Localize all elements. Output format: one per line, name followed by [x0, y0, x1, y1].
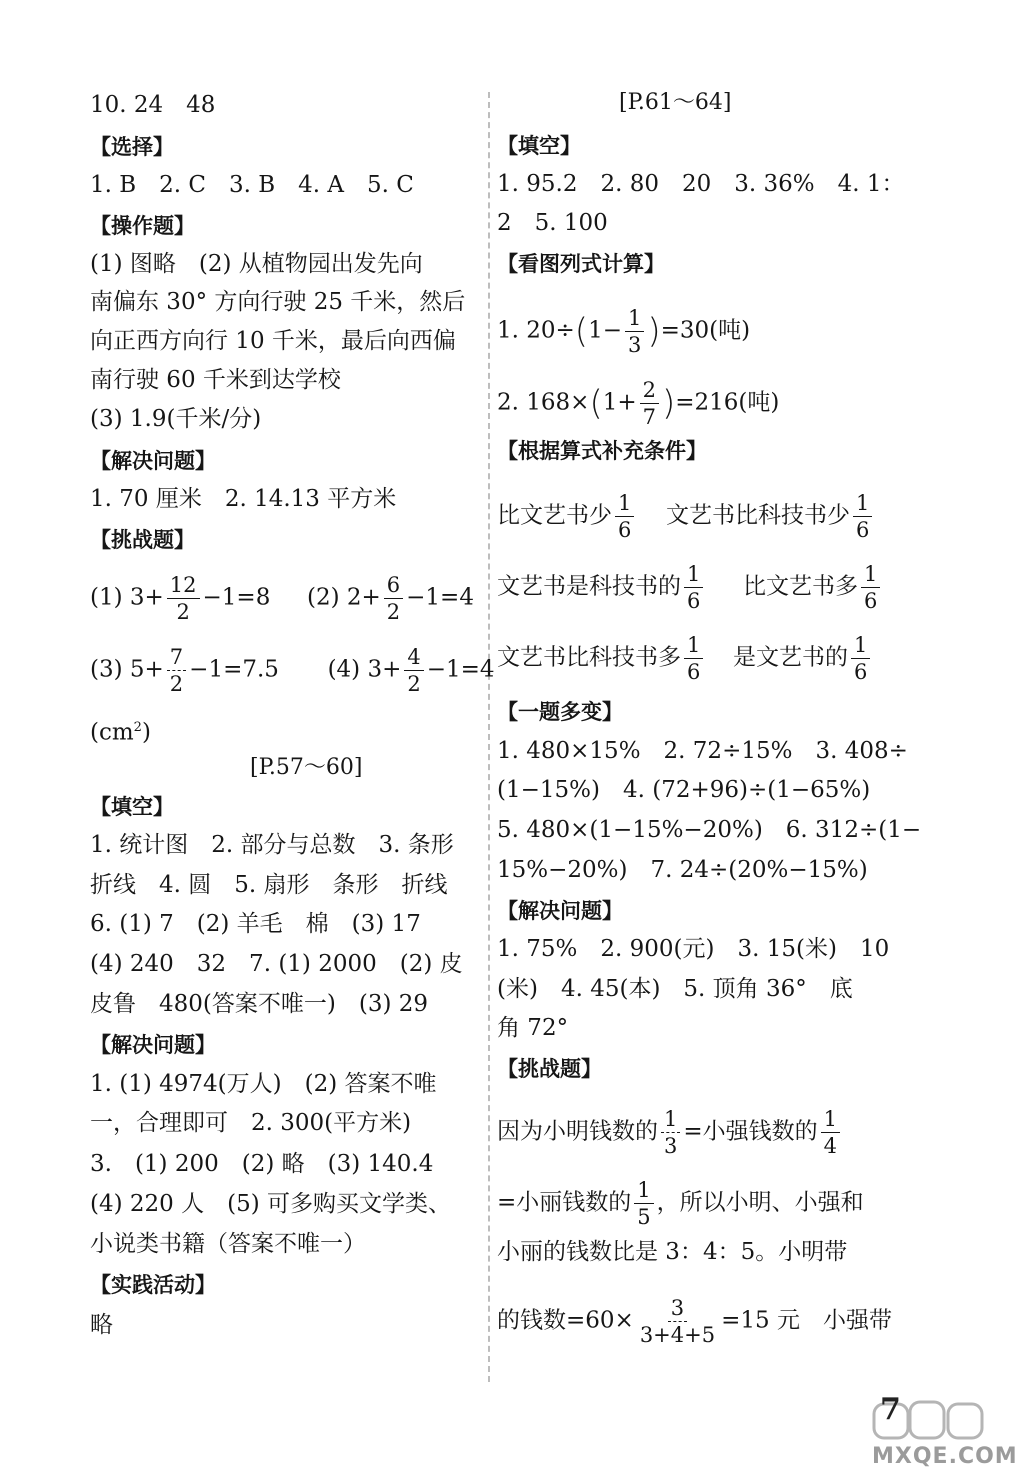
page-number: 7 — [880, 1392, 901, 1427]
answer-line: 10. 24 48 — [90, 92, 216, 118]
condition-text: 文艺书比科技书少 — [666, 502, 850, 529]
challenge-text: =小丽钱数的 — [497, 1189, 632, 1216]
fraction-denominator: 6 — [687, 660, 701, 684]
answer-line: 1. 75% 2. 900(元) 3. 15(米) 10 — [497, 936, 890, 962]
answer-line: (1) 图略 (2) 从植物园出发先向 — [90, 251, 423, 277]
fraction — [684, 561, 703, 614]
fraction-numerator: 4 — [404, 644, 423, 671]
fraction-numerator: 12 — [167, 572, 200, 599]
fraction-denominator: 6 — [864, 589, 878, 613]
formula-text: (3) 5+ — [90, 656, 164, 683]
fraction — [167, 644, 186, 697]
unit-text: (cm — [90, 719, 134, 746]
page-range-heading: [P.61～64] — [619, 90, 732, 115]
fraction-denominator: 2 — [386, 600, 401, 624]
fraction-numerator: 3 — [668, 1295, 687, 1322]
fraction-numerator: 1 — [861, 561, 880, 588]
column-divider — [488, 92, 490, 1382]
fraction-numerator: 1 — [661, 1106, 680, 1133]
answer-line: 3. (1) 200 (2) 略 (3) 140.4 — [90, 1151, 434, 1177]
answer-line: 1. 95.2 2. 80 20 3. 36% 4. 1： — [497, 171, 905, 197]
formula-text: −1=4 — [426, 656, 495, 683]
unit-superscript: 2 — [133, 720, 142, 735]
challenge-text: ，所以小明、小强和 — [656, 1189, 864, 1216]
fraction — [861, 561, 880, 614]
formula-text: 1− — [588, 317, 622, 344]
fraction — [661, 1106, 680, 1159]
answer-line: (米) 4. 45(本) 5. 顶角 36° 底 — [497, 976, 853, 1002]
fraction-denominator: 3+4+5 — [639, 1323, 716, 1347]
formula-text: 1+ — [602, 389, 637, 416]
answer-line: 角 72° — [497, 1015, 569, 1041]
condition-text: 比文艺书少 — [497, 502, 612, 529]
formula-text: (1) 3+ — [90, 584, 164, 611]
formula-text: (4) 3+ — [327, 656, 402, 683]
answer-line: 小说类书籍（答案不唯一） — [90, 1231, 366, 1257]
formula-line — [90, 644, 495, 697]
answer-line: (3) 1.9(千米/分) — [90, 406, 262, 432]
answer-line: 1. 统计图 2. 部分与总数 3. 条形 — [90, 832, 454, 858]
fraction-numerator: 1 — [625, 305, 644, 332]
condition-text: 是文艺书的 — [733, 644, 848, 671]
answer-line: 略 — [90, 1312, 113, 1338]
answer-line: (4) 240 32 7. (1) 2000 (2) 皮 — [90, 951, 463, 977]
section-heading-solve: 【解决问题】 — [497, 899, 623, 923]
challenge-text: 的钱数=60× — [497, 1307, 634, 1334]
condition-text: 比文艺书多 — [743, 573, 858, 600]
section-heading-operate: 【操作题】 — [90, 214, 195, 238]
answer-line: (1−15%) 4. (72+96)÷(1−65%) — [497, 777, 871, 803]
fraction-numerator: 1 — [684, 561, 703, 588]
formula-text: =216(吨) — [675, 389, 780, 416]
answer-line: (4) 220 人 (5) 可多购买文学类、 — [90, 1191, 451, 1217]
section-heading-fill: 【填空】 — [90, 795, 174, 819]
unit-note — [90, 713, 151, 748]
challenge-line — [497, 1177, 864, 1230]
fraction-numerator: 1 — [684, 632, 703, 659]
fraction-denominator: 3 — [664, 1134, 678, 1158]
watermark-text: MXQE.COM — [872, 1444, 1018, 1469]
formula-text: 1. 20÷ — [497, 317, 575, 344]
fraction — [853, 490, 872, 543]
formula-line — [497, 305, 750, 358]
fraction-numerator: 7 — [167, 644, 186, 671]
fraction-numerator: 1 — [634, 1177, 653, 1204]
answer-line: 6. (1) 7 (2) 羊毛 棉 (3) 17 — [90, 911, 421, 937]
section-heading-fill: 【填空】 — [497, 134, 581, 158]
fraction-denominator: 5 — [637, 1205, 651, 1229]
answer-line: 1. 70 厘米 2. 14.13 平方米 — [90, 486, 397, 512]
fraction-denominator: 4 — [823, 1134, 838, 1158]
formula-text: 2. 168× — [497, 389, 590, 416]
formula-line — [90, 572, 474, 625]
fraction — [684, 632, 703, 685]
challenge-line: 小丽的钱数比是 3：4：5。小明带 — [497, 1239, 848, 1265]
condition-text: 文艺书是科技书的 — [497, 573, 681, 600]
formula-text: −1=8 — [202, 584, 271, 611]
answer-line: 1. 480×15% 2. 72÷15% 3. 408÷ — [497, 738, 908, 764]
challenge-text: =小强钱数的 — [683, 1118, 818, 1145]
section-heading-condition: 【根据算式补充条件】 — [497, 439, 707, 463]
fraction-denominator: 6 — [854, 660, 868, 684]
fraction-denominator: 2 — [169, 672, 184, 696]
answer-line: 一，合理即可 2. 300(平方米) — [90, 1110, 412, 1136]
formula-text: −1=7.5 — [189, 656, 279, 683]
fraction — [625, 305, 644, 358]
fraction-denominator: 2 — [407, 672, 421, 696]
challenge-text: =15 元 小强带 — [721, 1307, 892, 1334]
fraction-denominator: 6 — [618, 518, 632, 542]
section-heading-challenge: 【挑战题】 — [497, 1057, 602, 1081]
section-heading-figure: 【看图列式计算】 — [497, 252, 665, 276]
challenge-text: 因为小明钱数的 — [497, 1118, 658, 1145]
formula-text: (2) 2+ — [306, 584, 381, 611]
fraction-denominator: 7 — [642, 405, 656, 429]
answer-line: 南行驶 60 千米到达学校 — [90, 367, 341, 393]
fraction-denominator: 3 — [627, 333, 642, 357]
bracket: ) — [647, 311, 661, 352]
fraction — [851, 632, 870, 685]
answer-line: 南偏东 30° 方向行驶 25 千米，然后 — [90, 289, 466, 315]
answer-line: 5. 480×(1−15%−20%) 6. 312÷(1− — [497, 817, 922, 843]
fraction-numerator: 1 — [853, 490, 872, 517]
bracket: ) — [661, 383, 676, 424]
fraction — [384, 572, 403, 625]
answer-line: 1. (1) 4974(万人) (2) 答案不唯 — [90, 1071, 437, 1097]
answer-line: 向正西方向行 10 千米，最后向西偏 — [90, 328, 456, 354]
section-heading-multi: 【一题多变】 — [497, 700, 623, 724]
fraction — [640, 377, 659, 430]
answer-line: 1. B 2. C 3. B 4. A 5. C — [90, 172, 414, 198]
section-heading-solve: 【解决问题】 — [90, 449, 216, 473]
unit-text: ) — [141, 719, 151, 746]
fraction — [615, 490, 634, 543]
answer-line: 15%−20%) 7. 24÷(20%−15%) — [497, 857, 868, 883]
fraction-numerator: 6 — [384, 572, 403, 599]
fraction — [634, 1177, 653, 1230]
fraction-numerator: 1 — [615, 490, 634, 517]
page-range-heading: [P.57～60] — [250, 755, 363, 780]
fraction-numerator: 1 — [821, 1106, 840, 1133]
section-heading-challenge: 【挑战题】 — [90, 528, 195, 552]
formula-text: =30(吨) — [660, 317, 751, 344]
fraction — [821, 1106, 840, 1159]
formula-line — [497, 377, 779, 430]
formula-text: −1=4 — [406, 584, 474, 611]
fraction — [637, 1295, 718, 1348]
bracket: ( — [574, 311, 589, 352]
condition-line — [497, 632, 873, 685]
section-heading-practice: 【实践活动】 — [90, 1273, 216, 1297]
answer-line: 2 5. 100 — [497, 210, 608, 236]
bracket: ( — [589, 383, 603, 424]
condition-line — [497, 561, 883, 614]
fraction-denominator: 6 — [856, 518, 870, 542]
condition-line — [497, 490, 875, 543]
answer-line: 折线 4. 圆 5. 扇形 条形 折线 — [90, 872, 448, 898]
condition-text: 文艺书比科技书多 — [497, 644, 681, 671]
section-heading-choice: 【选择】 — [90, 135, 174, 159]
answer-line: 皮鲁 480(答案不唯一) (3) 29 — [90, 991, 429, 1017]
fraction-numerator: 2 — [640, 377, 659, 404]
fraction-numerator: 1 — [851, 632, 870, 659]
section-heading-solve: 【解决问题】 — [90, 1033, 216, 1057]
challenge-line — [497, 1106, 843, 1159]
challenge-line — [497, 1295, 892, 1348]
fraction — [404, 644, 423, 697]
fraction-denominator: 2 — [176, 600, 190, 624]
fraction — [167, 572, 200, 625]
fraction-denominator: 6 — [687, 589, 701, 613]
